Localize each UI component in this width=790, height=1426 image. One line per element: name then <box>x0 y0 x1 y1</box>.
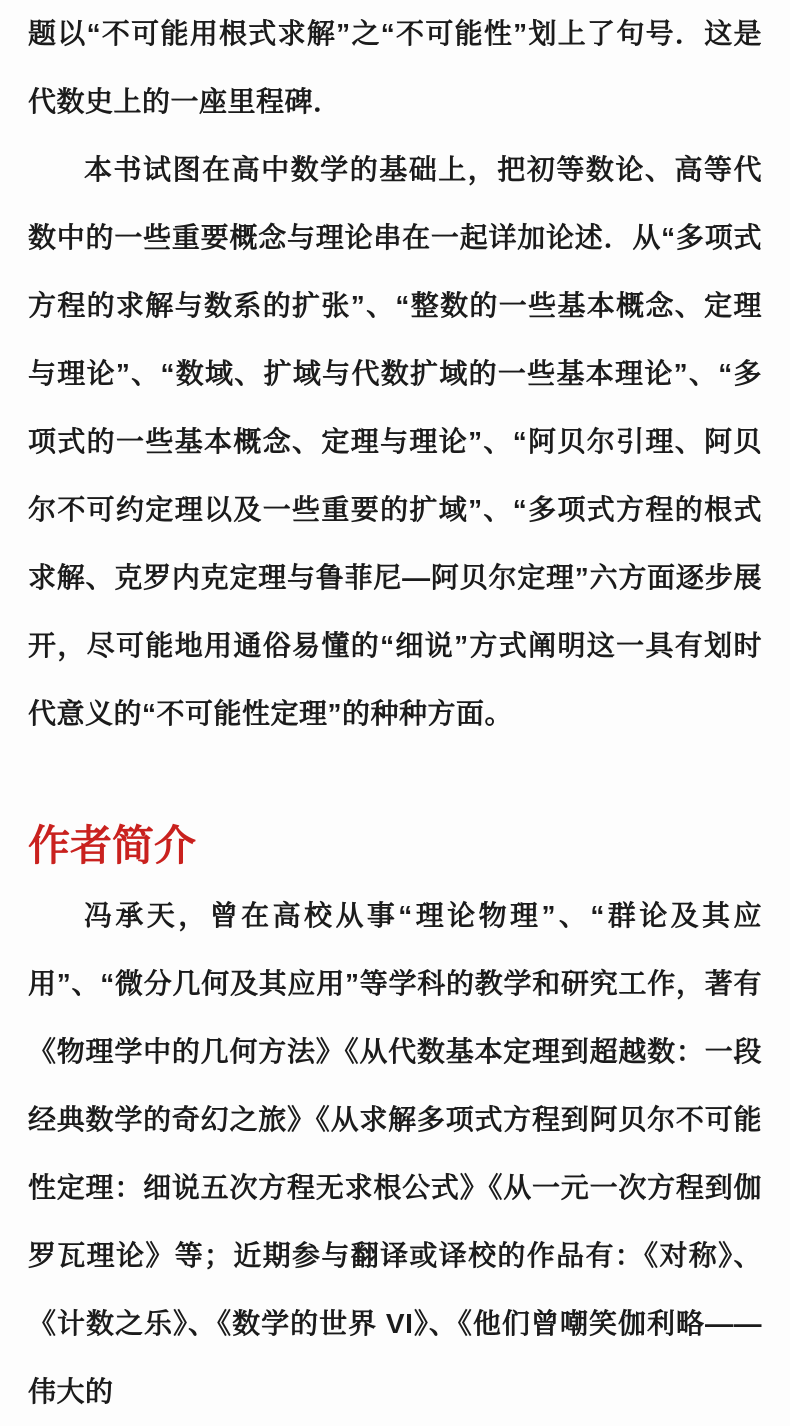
author-intro-heading: 作者简介 <box>28 822 197 869</box>
paragraph-conclusion: 题以“不可能用根式求解”之“不可能性”划上了句号．这是代数史上的一座里程碑． <box>28 18 762 117</box>
paragraph-author-bio: 冯承天，曾在高校从事“理论物理”、“群论及其应用”、“微分几何及其应用”等学科的教学和研究工作，著有《物理学中的几何方法》《从代数基本定理到超越数：一段经典数学的奇幻之旅》《从求解多项式方程到阿贝尔不可能性定理：细说五次方程无求根公式》《从一元一次方程到伽罗瓦理论》等；近期参与翻译或译校的作品有：《对称》、《计数之乐》、《数学的世界 VI》、《他们曾嘲笑伽利略——伟大的 <box>28 900 762 1407</box>
paragraph-book-summary: 本书试图在高中数学的基础上，把初等数论、高等代数中的一些重要概念与理论串在一起详加论述．从“多项式方程的求解与数系的扩张”、“整数的一些基本概念、定理与理论”、“数域、扩域与代数扩域的一些基本理论”、“多项式的一些基本概念、定理与理论”、“阿贝尔引理、阿贝尔不可约定理以及一些重要的扩域”、“多项式方程的根式求解、克罗内克定理与鲁菲尼—阿贝尔定理”六方面逐步展开，尽可能地用通俗易懂的“细说”方式阐明这一具有划时代意义的“不可能性定理”的种种方面。 <box>28 154 762 729</box>
